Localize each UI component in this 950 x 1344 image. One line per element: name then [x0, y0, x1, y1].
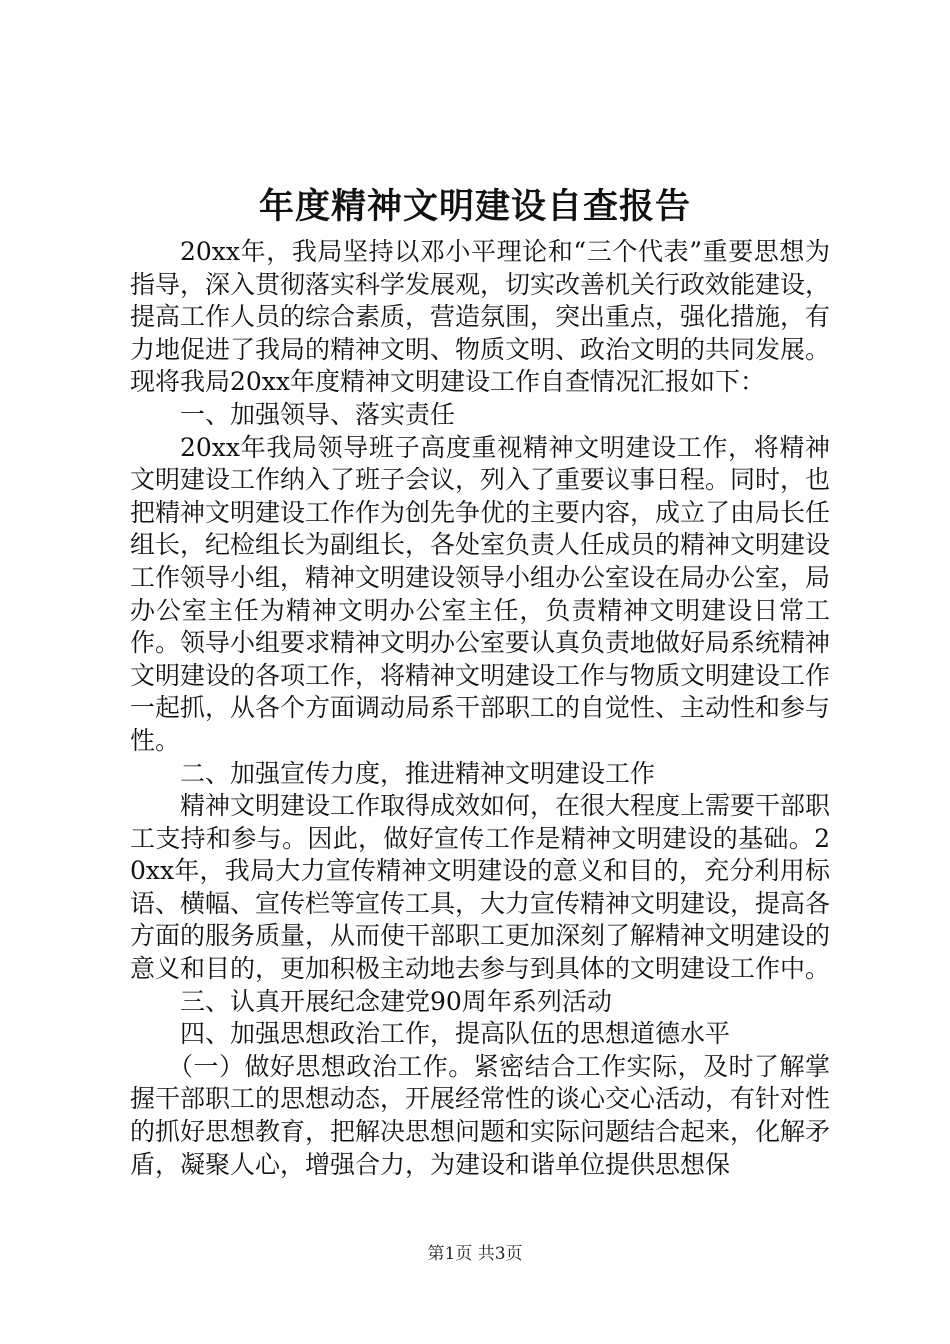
- document-body: [130, 236, 830, 1181]
- section-2-paragraph: 精神文明建设工作取得成效如何，在很大程度上需要干部职工支持和参与。因此，做好宣传工作是精神文明建设的基础。20xx年，我局大力宣传精神文明建设的意义和目的，充分利用标语、横幅、宣传栏等宣传工具，大力宣传精神文明建设，提高各方面的服务质量，从而使干部职工更加深刻了解精神文明建设的意义和目的，更加积极主动地去参与到具体的文明建设工作中。: [130, 791, 831, 984]
- section-heading-2: 二、加强宣传力度，推进精神文明建设工作: [180, 758, 656, 788]
- page-footer: 第1页 共3页: [427, 1244, 523, 1264]
- intro-paragraph: 20xx年，我局坚持以邓小平理论和“三个代表”重要思想为指导，深入贯彻落实科学发展观，切实改善机关行政效能建设，提高工作人员的综合素质，营造氛围，突出重点，强化措施，有力地促进了我局的精神文明、物质文明、政治文明的共同发展。现将我局20xx年度精神文明建设工作自查情况汇报如下：: [130, 237, 831, 397]
- section-heading-1: 一、加强领导、落实责任: [180, 399, 456, 429]
- section-1-paragraph: 20xx年我局领导班子高度重视精神文明建设工作，将精神文明建设工作纳入了班子会议，列入了重要议事日程。同时，也把精神文明建设工作作为创先争优的主要内容，成立了由局长任组长，纪检组长为副组长，各处室负责人任成员的精神文明建设工作领导小组，精神文明建设领导小组办公室设在局办公室，局办公室主任为精神文明办公室主任，负责精神文明建设日常工作。领导小组要求精神文明办公室要认真负责地做好局系统精神文明建设的各项工作，将精神文明建设工作与物质文明建设工作一起抓，从各个方面调动局系干部职工的自觉性、主动性和参与性。: [130, 432, 831, 755]
- section-4-subparagraph: （一）做好思想政治工作。紧密结合工作实际，及时了解掌握干部职工的思想动态，开展经常性的谈心交心活动，有针对性的抓好思想教育，把解决思想问题和实际问题结合起来，化解矛盾，凝聚人心，增强合力，为建设和谐单位提供思想保: [130, 1051, 831, 1179]
- section-heading-3: 三、认真开展纪念建党90周年系列活动: [180, 986, 612, 1016]
- document-title: 年度精神文明建设自查报告: [258, 186, 691, 227]
- section-heading-4: 四、加强思想政治工作，提高队伍的思想道德水平: [180, 1019, 731, 1049]
